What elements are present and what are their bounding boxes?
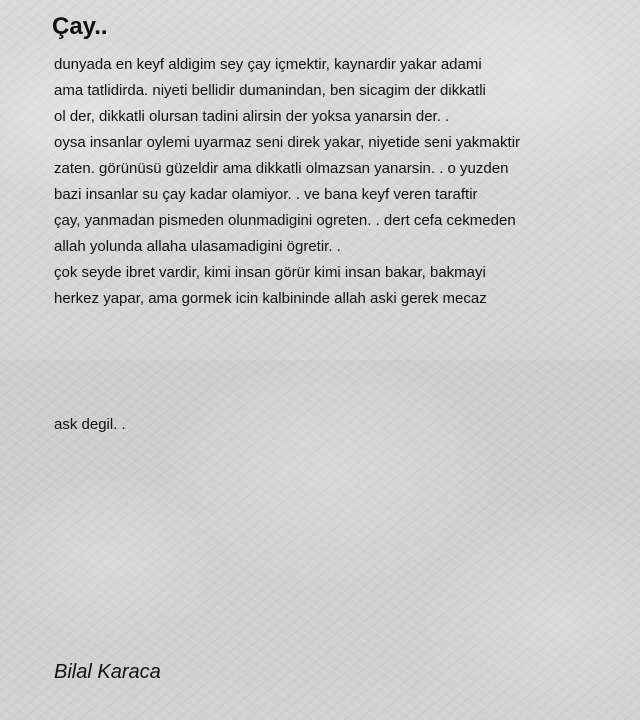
poem-line: zaten. görünüsü güzeldir ama dikkatli olmazsan yanarsin. . o yuzden bbox=[54, 160, 509, 177]
poem-line: ol der, dikkatli olursan tadini alirsin der yoksa yanarsin der. . bbox=[54, 108, 450, 125]
poem-line: herkez yapar, ama gormek icin kalbininde allah aski gerek mecaz bbox=[54, 290, 487, 307]
poem-author: Bilal Karaca bbox=[54, 661, 161, 683]
poem-line: dunyada en keyf aldigim sey çay içmektir, kaynardir yakar adami bbox=[54, 56, 482, 73]
poem-line: bazi insanlar su çay kadar olamiyor. . ve bana keyf veren taraftir bbox=[54, 186, 478, 203]
poem-title: Çay.. bbox=[52, 13, 108, 40]
poem-line: oysa insanlar oylemi uyarmaz seni direk yakar, niyetide seni yakmaktir bbox=[54, 134, 521, 151]
poem-continuation: ask degil. . bbox=[54, 416, 126, 433]
poem-line: allah yolunda allaha ulasamadigini ögretir. . bbox=[54, 238, 341, 255]
poem-line: çay, yanmadan pismeden olunmadigini ogreten. . dert cefa cekmeden bbox=[54, 212, 516, 229]
poem-line: çok seyde ibret vardir, kimi insan görür kimi insan bakar, bakmayi bbox=[54, 264, 486, 281]
poem-body bbox=[54, 52, 624, 312]
poem-line: ama tatlidirda. niyeti bellidir dumanindan, ben sicagim der dikkatli bbox=[54, 82, 486, 99]
